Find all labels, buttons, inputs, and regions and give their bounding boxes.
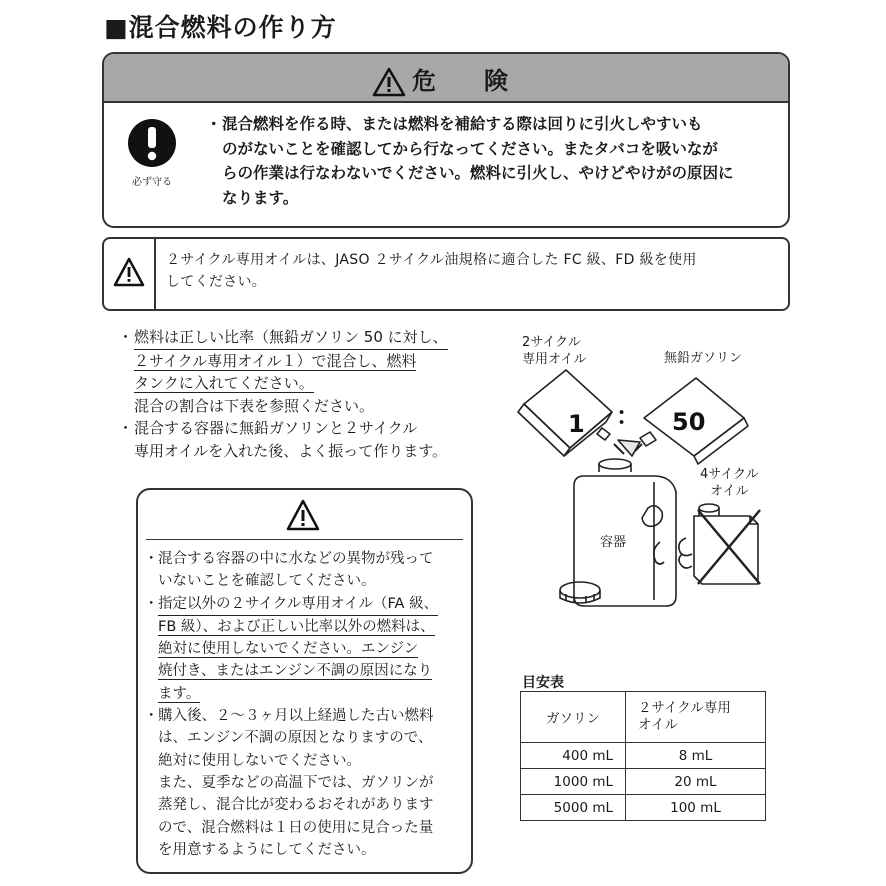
mandatory-symbol (124, 118, 180, 188)
warning-line: 指定以外の２サイクル専用オイル（FA 級、 (158, 593, 438, 616)
mixing-ratio-table (520, 691, 766, 821)
page-title: ■混合燃料の作り方 (104, 13, 337, 42)
header-oil (626, 692, 766, 743)
mixing-instructions: ・ 燃料は正しい比率（無鉛ガソリン 50 に対し、 ２サイクル専用オイル１）で混合し、燃料 タンクに入れてください。 混合の割合は下表を参照ください。 ・ 混合する容器に無鉛ガソリンと２サイクル 専用オイルを入れた後、よく振って作ります。 (118, 326, 488, 462)
header-gasoline: ガソリン (521, 692, 626, 743)
warning-line: を用意するようにしてください。 (158, 841, 376, 858)
danger-line: のがないことを確認してから行なってください。またタバコを吸いなが (222, 139, 718, 158)
warning-line: FB 級）、および正しい比率以外の燃料は、 (158, 618, 435, 635)
warning-line: 購入後、２～３ヶ月以上経過した古い燃料 (158, 708, 434, 725)
instruction-line: 燃料は正しい比率（無鉛ガソリン 50 に対し、 (134, 326, 448, 350)
warning-box (136, 488, 473, 874)
container-drawing (574, 459, 676, 606)
gasoline-cell: 1000 mL (521, 769, 626, 795)
ratio-right: 50 (672, 408, 706, 436)
warning-line: ます。 (158, 685, 201, 702)
danger-line: なります。 (222, 188, 299, 207)
warning-line: は、エンジン不調の原因となりますので、 (158, 730, 433, 747)
warning-line: 混合する容器の中に水などの異物が残って (158, 551, 434, 567)
danger-header (104, 54, 788, 103)
four-cycle-label (700, 466, 759, 500)
oil-label (522, 334, 586, 368)
divider (146, 539, 463, 540)
four-cycle-oil-drawing (679, 504, 758, 584)
exclamation-circle-icon (127, 118, 177, 168)
instruction-line: タンクに入れてください。 (134, 374, 314, 392)
table-row (521, 743, 766, 769)
cap-drawing (560, 582, 600, 603)
header-oil-line: ２サイクル専用 (638, 700, 731, 716)
gasoline-label: 無鉛ガソリン (664, 351, 743, 366)
oil-cell: 8 mL (626, 743, 766, 769)
warning-line: ので、混合燃料は１日の使用に見合った量 (158, 819, 434, 836)
header-oil-line: オイル (638, 717, 678, 733)
instruction-line: ２サイクル専用オイル１）で混合し、燃料 (134, 351, 417, 370)
oil-cell: 100 mL (626, 795, 766, 821)
caution-box (102, 237, 790, 311)
mixing-illustration (514, 332, 784, 622)
instruction-line: 混合する容器に無鉛ガソリンと２サイクル (134, 419, 418, 437)
warning-line: 焼付き、またはエンジン不調の原因になり (158, 663, 433, 680)
gasoline-cell: 5000 mL (521, 795, 626, 821)
warning-triangle-icon (286, 499, 320, 531)
danger-heading: 危 険 (412, 67, 520, 95)
table-title: 目安表 (522, 675, 564, 691)
four-cycle-label-line: 4サイクル (700, 467, 759, 482)
mandatory-caption: 必ず守る (132, 177, 172, 188)
danger-box (102, 52, 790, 228)
warning-line: 絶対に使用しないでください。エンジン (158, 641, 419, 658)
ratio-separator: ： (616, 402, 640, 430)
container-label: 容器 (600, 535, 627, 550)
cross-mark-icon (698, 510, 760, 584)
caution-line: ２サイクル専用オイルは、JASO ２サイクル油規格に適合した FC 級、FD 級を使用 (166, 252, 697, 268)
four-cycle-label-line: オイル (710, 484, 749, 499)
caution-line: してください。 (166, 274, 267, 290)
oil-cell: 20 mL (626, 769, 766, 795)
oil-can-drawing (518, 370, 612, 456)
table-row (521, 795, 766, 821)
warning-line: 絶対に使用しないでください。 (158, 752, 361, 769)
warning-triangle-icon (372, 67, 406, 97)
instruction-line: 専用オイルを入れた後、よく振って作ります。 (134, 441, 448, 460)
warning-line: いないことを確認してください。 (158, 573, 376, 590)
table-header-row (521, 692, 766, 743)
gasoline-cell: 400 mL (521, 743, 626, 769)
danger-text: ・ 混合燃料を作る時、または燃料を補給する際は回りに引火しやすいも のがないことを確認してから行なってください。またタバコを吸いなが らの作業は行なわないでください。燃料に引火し、やけどやけがの原因に なります。 (206, 112, 778, 210)
warning-text: ・ 混合する容器の中に水などの異物が残って いないことを確認してください。 ・ 指定以外の２サイクル専用オイル（FA 級、 FB 級）、および正しい比率以外の燃料は、 絶対に使用しないでください。エンジン 焼付き、またはエンジン不調の原因になり ます。 ・ 購入後、２～３ヶ月以上経過した古い燃料 は、エンジン不調の原因となりますので、 絶対に使用しないでください。 また、夏季などの高温下では、ガソリンが 蒸発し、混合比が変わるおそれがあります ので、混合燃料は１日の使用に見合った量 を用意するようにしてください。 (144, 548, 462, 861)
danger-line: 混合燃料を作る時、または燃料を補給する際は回りに引火しやすいも (222, 115, 703, 133)
caution-triangle-icon (113, 257, 145, 287)
table-row (521, 769, 766, 795)
oil-label-line: 2サイクル (522, 335, 581, 350)
warning-line: また、夏季などの高温下では、ガソリンが (158, 774, 434, 791)
oil-label-line: 専用オイル (522, 352, 587, 367)
danger-line: らの作業は行なわないでください。燃料に引火し、やけどやけがの原因に (222, 164, 734, 182)
ratio-left: 1 (568, 410, 585, 438)
caution-text (166, 249, 780, 293)
warning-line: 蒸発し、混合比が変わるおそれがあります (158, 797, 434, 814)
instruction-line: 混合の割合は下表を参照ください。 (134, 396, 375, 415)
